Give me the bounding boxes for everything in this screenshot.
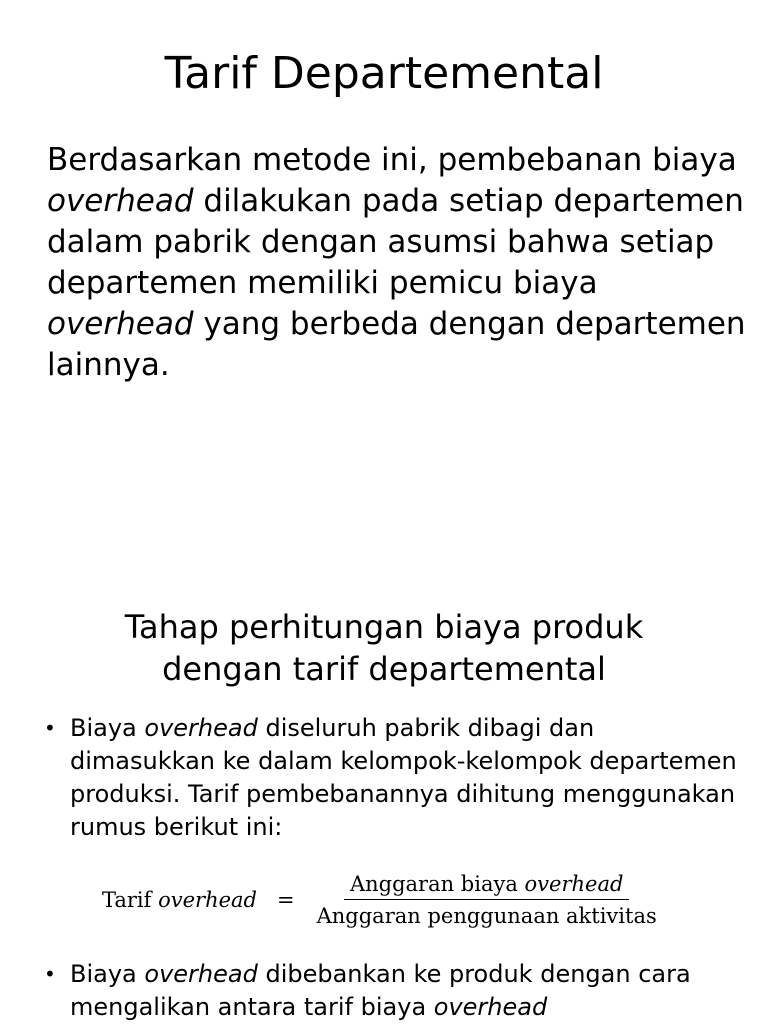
slide-2-title-line-2: dengan tarif departemental — [162, 650, 606, 688]
numerator-italic: overhead — [524, 872, 624, 896]
formula-lhs-italic: overhead — [158, 888, 257, 912]
paragraph-text: dilakukan pada setiap departemen dalam pabrik dengan asumsi bahwa setiap departemen memiliki pemicu biaya — [47, 183, 744, 301]
formula-lhs-text: Tarif — [102, 888, 159, 912]
paragraph-text: Berdasarkan metode ini, pembebanan biaya — [47, 142, 737, 178]
bullet-dot-icon: • — [44, 962, 56, 986]
paragraph-italic-term: overhead — [47, 306, 194, 342]
bullet-text: diseluruh pabrik dibagi dan dimasukkan ke dalam kelompok-kelompok departemen produksi. Tarif pembebanannya dihitung menggunakan rumus berikut ini: — [70, 714, 737, 841]
bullet-list — [40, 712, 740, 1024]
overhead-rate-formula — [102, 872, 740, 928]
formula-equals: = — [277, 888, 295, 912]
formula-row — [40, 872, 740, 928]
numerator-text: Anggaran biaya — [349, 872, 525, 896]
slide-1-paragraph — [47, 140, 747, 386]
bullet-italic-term: overhead — [433, 993, 548, 1021]
bullet-text: Biaya — [70, 960, 145, 988]
bullet-item-1 — [40, 712, 740, 844]
formula-fraction — [311, 872, 663, 928]
bullet-dot-icon: • — [44, 716, 56, 740]
slide-2 — [0, 560, 768, 1024]
bullet-text: dibebankan ke produk dengan cara mengalikan antara tarif biaya — [70, 960, 691, 1021]
slide-2-title — [0, 606, 768, 690]
bullet-item-2 — [40, 958, 740, 1024]
bullet-italic-term: overhead — [144, 714, 258, 742]
formula-denominator: Anggaran penggunaan aktivitas — [316, 904, 657, 928]
bullet-italic-term: overhead — [144, 960, 258, 988]
slide-2-title-line-1: Tahap perhitungan biaya produk — [124, 608, 644, 646]
paragraph-italic-term: overhead — [47, 183, 194, 219]
paragraph-text: yang berbeda dengan departemen lainnya. — [47, 306, 746, 383]
formula-lhs — [102, 888, 257, 912]
slide-1-title: Tarif Departemental — [164, 48, 604, 99]
formula-numerator — [344, 872, 629, 900]
bullet-text: Biaya — [70, 714, 145, 742]
